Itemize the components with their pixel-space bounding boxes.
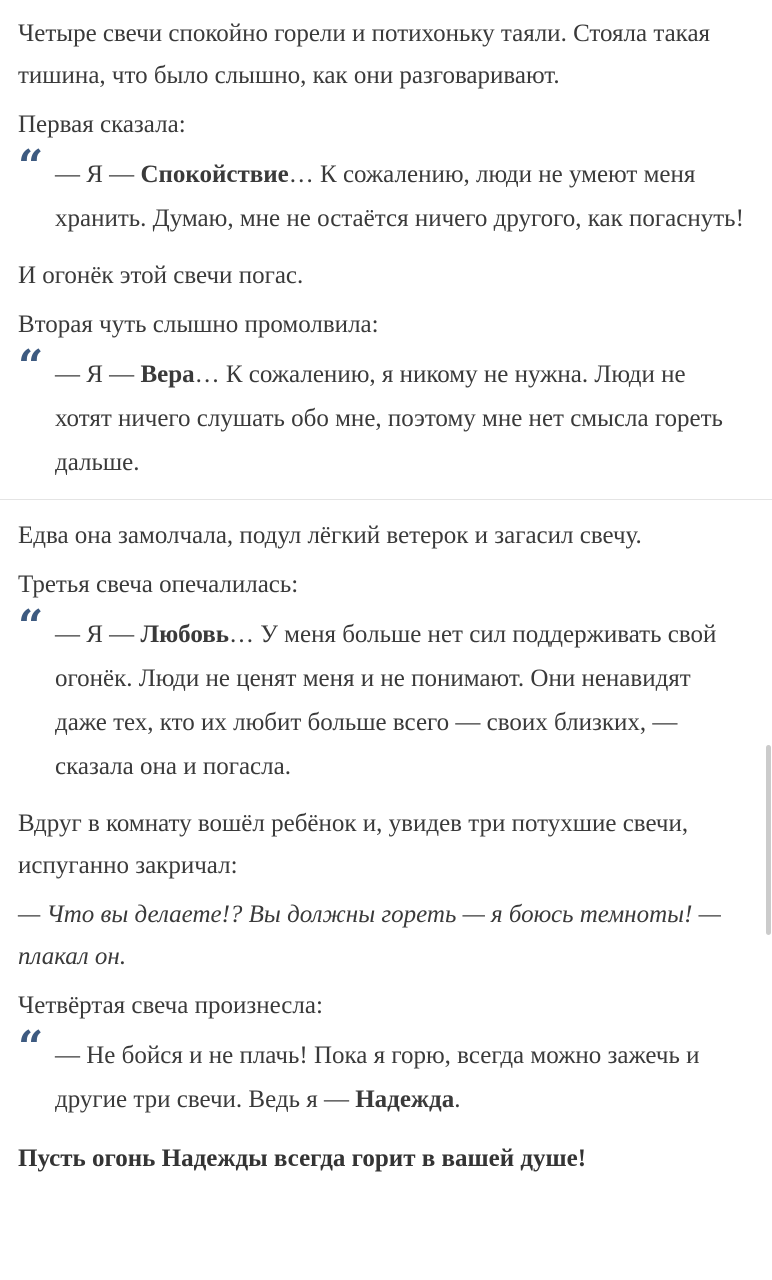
paragraph-child-cry: — Что вы делаете!? Вы должны гореть — я боюсь темноты! — плакал он. [18, 901, 721, 970]
quote-rest: … К сожалению, люди не умеют меня хранить. Думаю, мне не остаётся ничего другого, как погаснуть! [55, 161, 744, 232]
paragraph-intro: Четыре свечи спокойно горели и потихоньку таяли. Стояла такая тишина, что было слышно, как они разговаривают. [18, 20, 711, 89]
paragraph-extinguished: И огонёк этой свечи погас. [18, 262, 304, 289]
quote-lead: — Я — [55, 361, 141, 388]
paragraph-second-said: Вторая чуть слышно промолвила: [18, 311, 379, 338]
quote-bold-word: Любовь [140, 621, 229, 648]
quote-rest: . [454, 1086, 461, 1113]
section-divider [0, 499, 772, 500]
paragraph-child: Вдруг в комнату вошёл ребёнок и, увидев три потухшие свечи, испуганно закричал: [18, 810, 689, 879]
quote-icon: “ [18, 141, 44, 192]
quote-rest: … К сожалению, я никому не нужна. Люди не хотят ничего слушать обо мне, поэтому мне нет смысла гореть дальше. [55, 361, 723, 476]
quote-text-love [55, 613, 748, 789]
quote-bold-word: Вера [140, 361, 195, 388]
quote-rest: … У меня больше нет сил поддерживать свой огонёк. Люди не ценят меня и не понимают. Они ненавидят даже тех, кто их любит больше всего — своих близких, — сказала она и погасла. [55, 621, 717, 780]
quote-icon: “ [18, 1022, 44, 1073]
quote-text-calm [55, 153, 748, 241]
quote-icon: “ [18, 341, 44, 392]
paragraph-final: Пусть огонь Надежды всегда горит в вашей душе! [18, 1145, 587, 1172]
paragraph-fourth-said: Четвёртая свеча произнесла: [18, 992, 323, 1019]
paragraph-third-said: Третья свеча опечалилась: [18, 571, 299, 598]
blockquote-hope [18, 1022, 748, 1122]
quote-lead: — Я — [55, 621, 141, 648]
quote-text-faith [55, 353, 748, 485]
quote-bold-word: Надежда [355, 1086, 455, 1113]
blockquote-faith [18, 341, 748, 485]
quote-lead: — Не бойся и не плачь! Пока я горю, всегда можно зажечь и другие три свечи. Ведь я — [55, 1042, 700, 1113]
blockquote-calm [18, 141, 748, 241]
quote-text-hope [55, 1034, 748, 1122]
quote-icon: “ [18, 601, 44, 652]
quote-lead: — Я — [55, 161, 141, 188]
quote-bold-word: Спокойствие [140, 161, 289, 188]
scrollbar-thumb[interactable] [766, 745, 771, 935]
blockquote-love [18, 601, 748, 789]
paragraph-breeze: Едва она замолчала, подул лёгкий ветерок и загасил свечу. [18, 522, 642, 549]
paragraph-first-said: Первая сказала: [18, 111, 186, 138]
